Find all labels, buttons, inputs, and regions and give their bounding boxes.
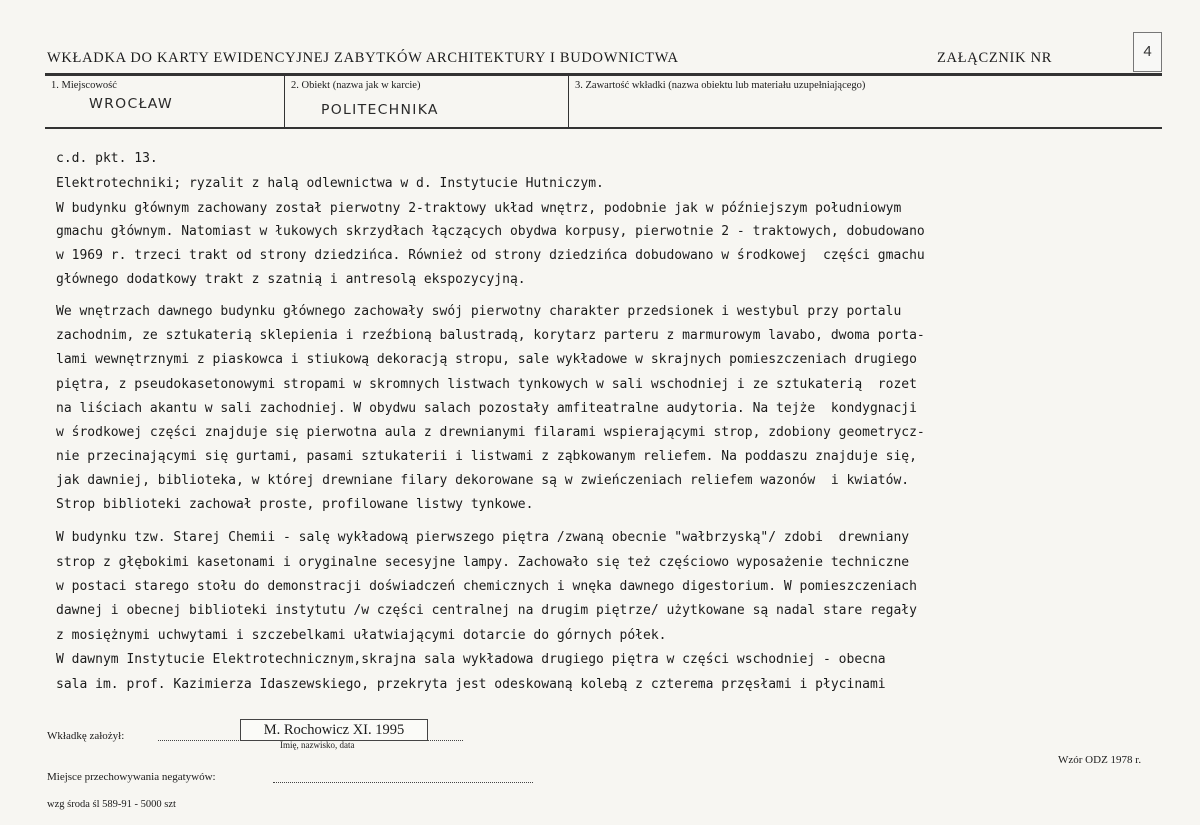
created-by-label: Wkładkę założył: <box>47 730 125 742</box>
object-value: POLITECHNIKA <box>321 102 439 118</box>
content-field <box>568 76 1163 127</box>
text-line: zachodnim, ze sztukaterią sklepienia i rzeźbioną balustradą, korytarz parteru z marmurowym lavabo, dwoma porta- <box>56 328 925 343</box>
text-line: We wnętrzach dawnego budynku głównego zachowały swój pierwotny charakter przedsionek i westybul przy portalu <box>56 304 902 319</box>
text-line: strop z głębokimi kasetonami i oryginalne secesyjne lampy. Zachowało się też częściowo wyposażenie techniczne <box>56 555 910 570</box>
created-by-stamp: M. Rochowicz XI. 1995 <box>240 719 428 741</box>
text-line: W budynku tzw. Starej Chemii - salę wykładową pierwszego piętra /zwaną obecnie "wałbrzyską"/ zdobi drewniany <box>56 530 910 545</box>
text-line: w 1969 r. trzeci trakt od strony dziedzińca. Również od strony dziedzińca dobudowano w środkowej części gmachu <box>56 248 925 263</box>
text-line: W dawnym Instytucie Elektrotechnicznym,skrajna sala wykładowa drugiego piętra w części wschodniej - obecna <box>56 652 886 667</box>
text-line: sala im. prof. Kazimierza Idaszewskiego, przekryta jest odeskowaną kolebą z czterema przęsłami i płycinami <box>56 677 886 692</box>
card-fields-row <box>45 76 1162 127</box>
negatives-label: Miejsce przechowywania negatywów: <box>47 771 216 783</box>
text-line: w środkowej części znajduje się pierwotna aula z drewnianymi filarami wspierającymi strop, zdobiony geometrycz- <box>56 425 925 440</box>
attachment-number-box: 4 <box>1133 32 1162 72</box>
text-line: w postaci starego stołu do demonstracji doświadczeń chemicznych i wnęka dawnego digestorium. W pomieszczeniach <box>56 579 917 594</box>
locality-field <box>45 76 284 127</box>
text-line: z mosiężnymi uchwytami i szczebelkami ułatwiającymi dotarcie do górnych półek. <box>56 628 667 643</box>
text-line: nie przecinającymi się gurtami, pasami sztukaterii i listwami z ząbkowanym reliefem. Na poddaszu znajduje się, <box>56 449 917 464</box>
card-title: WKŁADKA DO KARTY EWIDENCYJNEJ ZABYTKÓW ARCHITEKTURY I BUDOWNICTWA <box>47 50 679 66</box>
printer-info: wzg środa śl 589-91 - 5000 szt <box>47 799 176 810</box>
fields-rule <box>45 127 1162 129</box>
created-by-caption: Imię, nazwisko, data <box>280 740 355 750</box>
object-field <box>284 76 569 127</box>
locality-label: 1. Miejscowość <box>51 80 117 91</box>
form-model: Wzór ODZ 1978 r. <box>1058 754 1142 766</box>
negatives-dotted-line <box>273 782 533 783</box>
text-line: Elektrotechniki; ryzalit z halą odlewnictwa w d. Instytucie Hutniczym. <box>56 176 604 191</box>
card-header <box>47 43 1162 75</box>
text-line: c.d. pkt. 13. <box>56 151 158 166</box>
object-label: 2. Obiekt (nazwa jak w karcie) <box>291 80 421 91</box>
text-line: W budynku głównym zachowany został pierwotny 2-traktowy układ wnętrz, podobnie jak w późniejszym południowym <box>56 201 902 216</box>
text-line: na liściach akantu w sali zachodniej. W obydwu salach pozostały amfiteatralne audytoria. Na tejże kondygnacji <box>56 401 917 416</box>
attachment-label: ZAŁĄCZNIK NR <box>937 50 1053 66</box>
text-line: Strop biblioteki zachował proste, profilowane listwy tynkowe. <box>56 497 534 512</box>
text-line: gmachu głównym. Natomiast w łukowych skrzydłach łączących obydwa korpusy, pierwotnie 2 - traktowych, dobudowano <box>56 224 925 239</box>
content-label: 3. Zawartość wkładki (nazwa obiektu lub materiału uzupełniającego) <box>575 80 866 91</box>
text-line: piętra, z pseudokasetonowymi stropami w skromnych listwach tynkowych w sali wschodniej i ze sztukaterią rozet <box>56 377 917 392</box>
text-line: lami wewnętrznymi z piaskowca i stiukową dekoracją stropu, sale wykładowe w skrajnych pomieszczeniach drugiego <box>56 352 917 367</box>
locality-value: WROCŁAW <box>89 96 173 112</box>
text-line: jak dawniej, biblioteka, w której drewniane filary dekorowane są w zwieńczeniach reliefem wazonów i kwiatów. <box>56 473 910 488</box>
text-line: dawnej i obecnej biblioteki instytutu /w części centralnej na drugim piętrze/ użytkowane są nadal stare regały <box>56 603 917 618</box>
text-line: głównego dodatkowy trakt z szatnią i antresolą ekspozycyjną. <box>56 272 526 287</box>
